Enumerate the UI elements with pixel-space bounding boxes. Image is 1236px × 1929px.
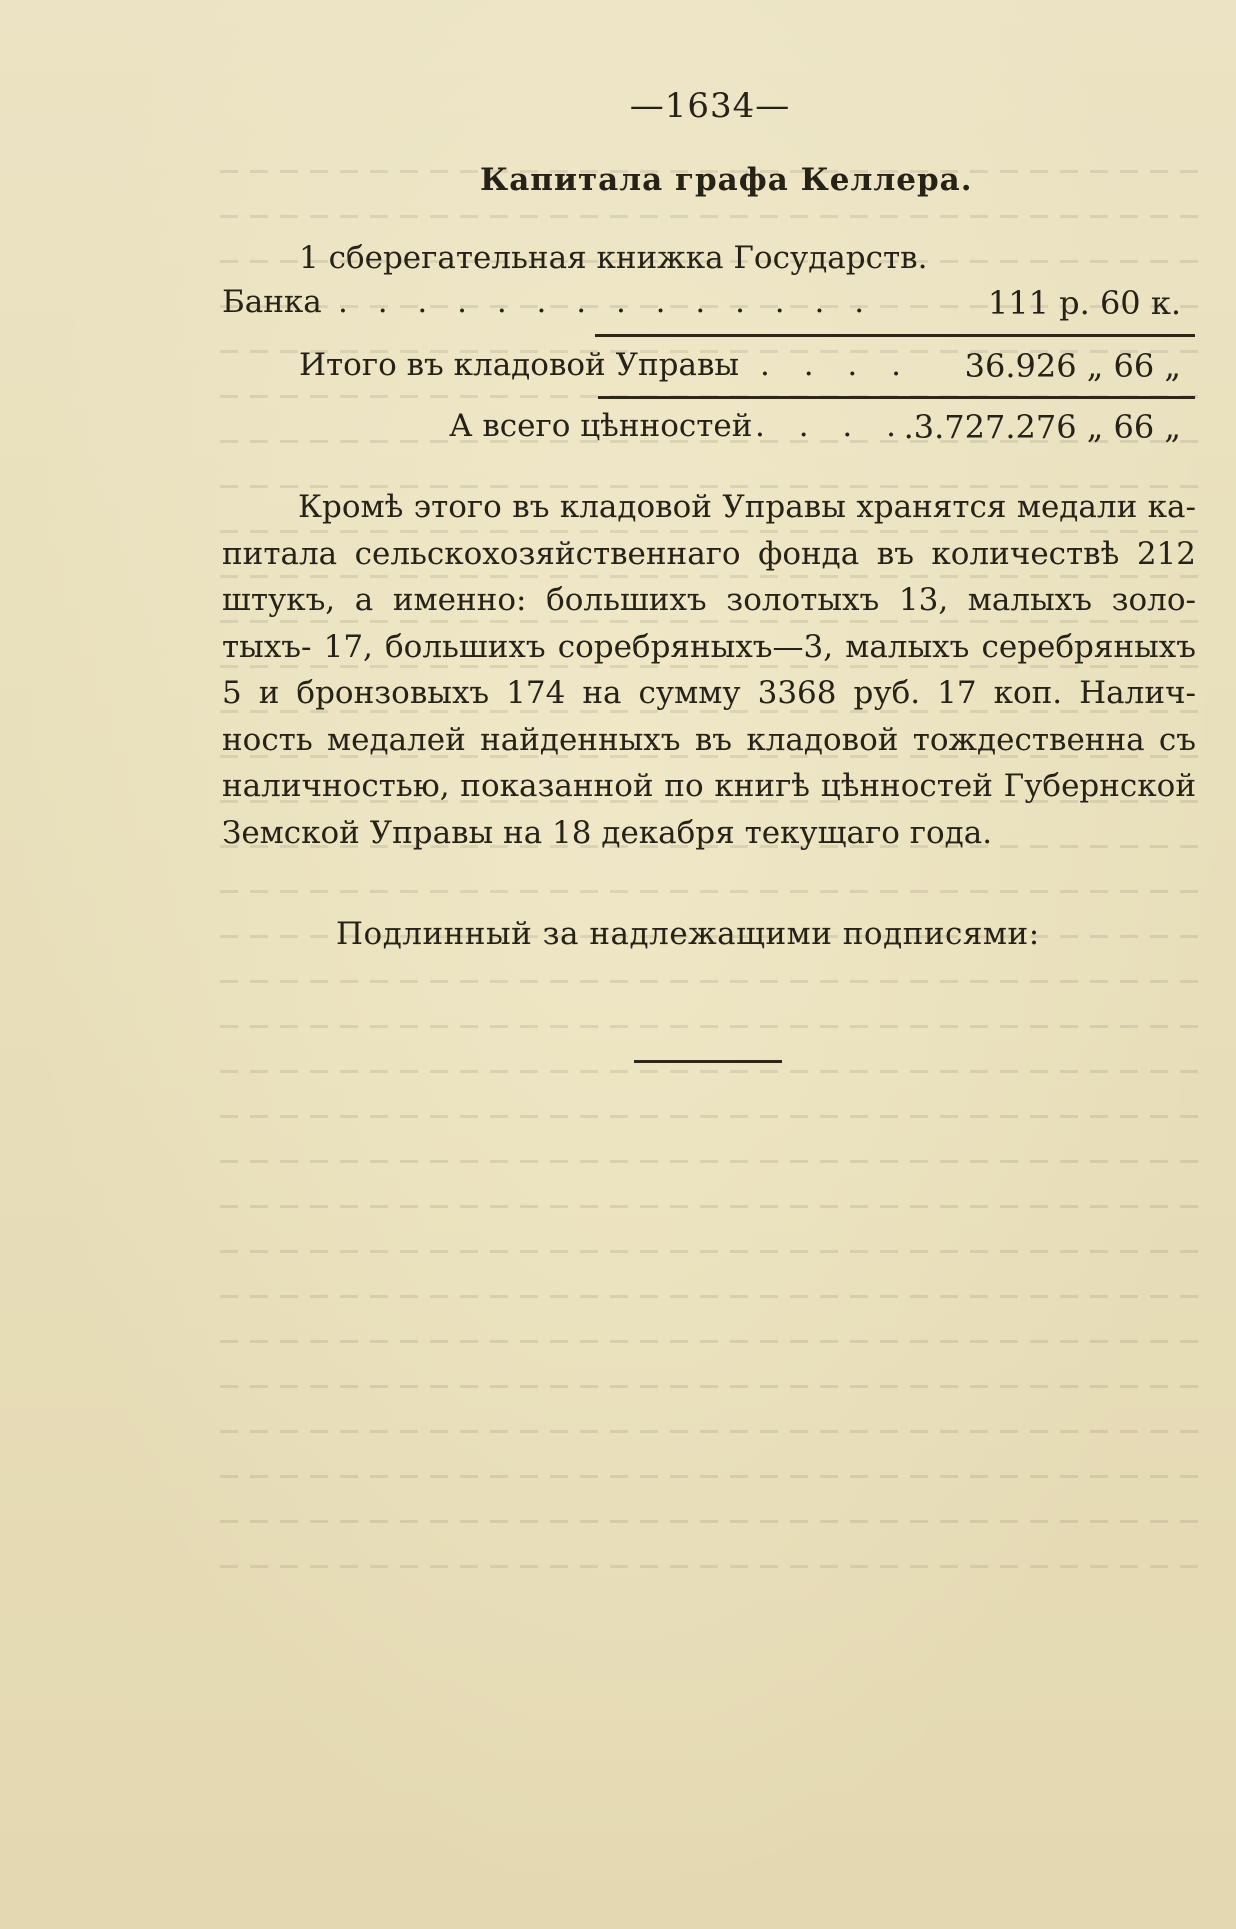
- medals-paragraph: [222, 484, 1196, 856]
- total-storage-amount: 36.926 „ 66 „: [964, 347, 1181, 385]
- paragraph-line: 5 и бронзовыхъ 174 на сумму 3368 руб. 17 коп. Налич-: [222, 675, 1196, 711]
- item-leader-dots: . . . . . . . . . . . . . .: [338, 284, 875, 320]
- item-description-line1: 1 сберегательная книжка Государств.: [299, 240, 928, 276]
- page-number: —1634—: [629, 86, 791, 126]
- total-storage-dots: . . . .: [760, 347, 913, 383]
- item-amount: 111 р. 60 к.: [987, 284, 1181, 322]
- total-all-label: А всего цѣнностей: [449, 408, 753, 444]
- end-rule: [634, 1060, 782, 1063]
- section-title: Капитала графа Келлера.: [480, 162, 973, 198]
- paragraph-line: питала сельскохозяйственнаго фонда въ количествѣ 212: [222, 535, 1196, 572]
- total-storage-label: Итого въ кладовой Управы: [299, 347, 740, 383]
- paragraph-line: наличностью, показанной по книгѣ цѣнностей Губернской: [222, 768, 1196, 804]
- sum-rule-2: [598, 396, 1195, 399]
- signature-note: Подлинный за надлежащими подписями:: [336, 916, 1040, 952]
- paragraph-line: Кромѣ этого въ кладовой Управы хранятся медали ка-: [298, 489, 1196, 525]
- paragraph-line: тыхъ- 17, большихъ соребряныхъ—3, малыхъ серебряныхъ: [222, 628, 1196, 665]
- total-all-dots: . . . .: [755, 408, 908, 444]
- sum-rule-1: [595, 334, 1195, 337]
- total-all-amount: .3.727.276 „ 66 „: [903, 408, 1181, 446]
- paragraph-line: штукъ, а именно: большихъ золотыхъ 13, малыхъ золо-: [222, 582, 1196, 618]
- paragraph-line: Земской Управы на 18 декабря текущаго года.: [222, 814, 993, 851]
- item-description-line2: Банка: [222, 284, 322, 320]
- paragraph-line: ность медалей найденныхъ въ кладовой тождественна съ: [222, 721, 1196, 758]
